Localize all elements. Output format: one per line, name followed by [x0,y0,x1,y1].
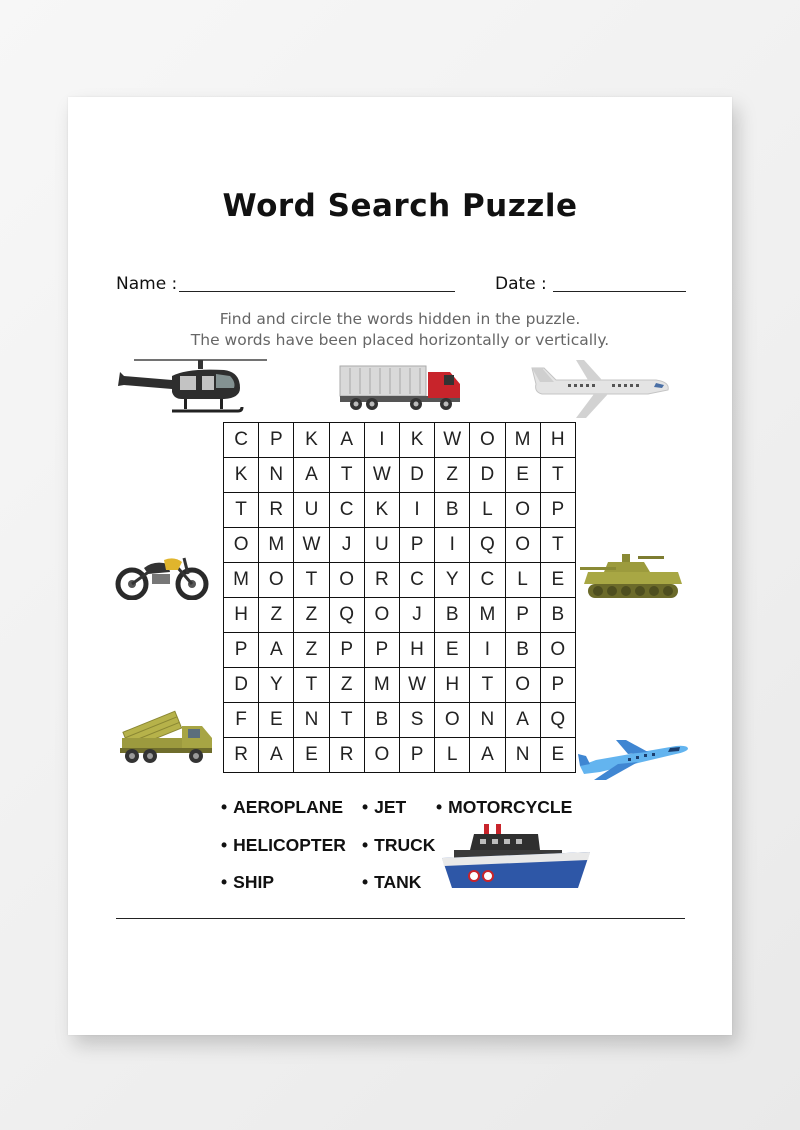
grid-cell[interactable]: C [470,563,505,598]
ship-icon [440,822,592,890]
bullet: • [221,835,228,855]
grid-cell[interactable]: A [294,458,329,493]
word-aeroplane [221,797,343,818]
page-title: Word Search Puzzle [222,188,578,224]
grid-cell[interactable]: O [470,423,505,458]
grid-cell[interactable]: M [224,563,259,598]
grid-cell[interactable]: O [541,633,576,668]
grid-cell[interactable]: T [294,668,329,703]
motorcycle-icon [114,552,210,600]
grid-cell[interactable]: B [435,598,470,633]
grid-cell[interactable]: Y [259,668,294,703]
grid-cell[interactable]: D [400,458,435,493]
grid-cell[interactable]: E [294,738,329,773]
grid-cell[interactable]: C [400,563,435,598]
grid-cell[interactable]: W [435,423,470,458]
grid-cell[interactable]: O [506,668,541,703]
grid-cell[interactable]: M [259,528,294,563]
grid-cell[interactable]: E [435,633,470,668]
word-label: TRUCK [374,835,436,855]
grid-cell[interactable]: Z [294,633,329,668]
grid-cell[interactable]: T [541,458,576,493]
grid-cell[interactable]: K [400,423,435,458]
instruction-line-2: The words have been placed horizontally or vertically. [190,331,610,349]
grid-cell[interactable]: H [541,423,576,458]
grid-cell[interactable]: T [294,563,329,598]
grid-cell[interactable]: P [400,738,435,773]
grid-cell[interactable]: P [541,668,576,703]
grid-cell[interactable]: P [400,528,435,563]
word-search-grid[interactable] [223,422,576,773]
grid-cell[interactable]: E [541,563,576,598]
grid-cell[interactable]: P [224,633,259,668]
grid-cell[interactable]: J [330,528,365,563]
grid-cell[interactable]: P [506,598,541,633]
grid-cell[interactable]: O [224,528,259,563]
grid-cell[interactable]: E [506,458,541,493]
grid-cell[interactable]: P [541,493,576,528]
bullet: • [436,797,443,817]
grid-cell[interactable]: L [470,493,505,528]
word-label: TANK [374,872,422,892]
grid-cell[interactable]: N [259,458,294,493]
grid-cell[interactable]: M [470,598,505,633]
grid-cell[interactable]: C [224,423,259,458]
airplane-icon [528,354,674,420]
grid-cell[interactable]: I [400,493,435,528]
word-label: JET [374,797,407,817]
bullet: • [221,872,228,892]
name-line [179,291,455,292]
bottom-divider [116,918,685,919]
grid-cell[interactable]: A [259,738,294,773]
grid-cell[interactable]: T [330,458,365,493]
grid-cell[interactable]: R [365,563,400,598]
grid-cell[interactable]: H [435,668,470,703]
grid-cell[interactable]: N [470,703,505,738]
grid-cell[interactable]: E [541,738,576,773]
truck-icon [338,364,464,414]
helicopter-icon [112,356,272,420]
grid-cell[interactable]: A [259,633,294,668]
grid-cell[interactable]: O [365,598,400,633]
grid-cell[interactable]: O [506,493,541,528]
grid-cell[interactable]: Z [294,598,329,633]
grid-cell[interactable]: Q [330,598,365,633]
grid-cell[interactable]: P [330,633,365,668]
grid-cell[interactable]: I [365,423,400,458]
grid-cell[interactable]: K [294,423,329,458]
bullet: • [221,797,228,817]
grid-cell[interactable]: Z [435,458,470,493]
word-label: AEROPLANE [233,797,344,817]
grid-cell[interactable]: M [506,423,541,458]
grid-cell[interactable]: H [400,633,435,668]
grid-cell[interactable]: O [330,563,365,598]
grid-cell[interactable]: A [470,738,505,773]
bullet: • [362,797,369,817]
grid-cell[interactable]: T [224,493,259,528]
jet-icon [576,736,692,782]
word-jet [362,797,406,818]
date-label: Date : [495,274,547,294]
grid-cell[interactable]: L [435,738,470,773]
grid-cell[interactable]: S [400,703,435,738]
grid-cell[interactable]: O [259,563,294,598]
tank-icon [578,550,686,604]
grid-cell[interactable]: E [259,703,294,738]
grid-cell[interactable]: D [470,458,505,493]
word-label: HELICOPTER [233,835,346,855]
grid-cell[interactable]: H [224,598,259,633]
grid-cell[interactable]: A [330,423,365,458]
grid-cell[interactable]: F [224,703,259,738]
word-helicopter [221,835,346,856]
grid-cell[interactable]: Z [259,598,294,633]
grid-cell[interactable]: B [541,598,576,633]
rocket-launcher-truck-icon [116,704,216,766]
grid-cell[interactable]: N [506,738,541,773]
grid-cell[interactable]: Z [330,668,365,703]
grid-cell[interactable]: T [470,668,505,703]
word-label: MOTORCYCLE [448,797,573,817]
grid-cell[interactable]: N [294,703,329,738]
bullet: • [362,872,369,892]
grid-cell[interactable]: M [365,668,400,703]
grid-cell[interactable]: A [506,703,541,738]
grid-cell[interactable]: T [330,703,365,738]
grid-cell[interactable]: O [365,738,400,773]
word-truck [362,835,435,856]
grid-cell[interactable]: U [365,528,400,563]
grid-cell[interactable]: U [294,493,329,528]
grid-cell[interactable]: C [330,493,365,528]
grid-cell[interactable]: O [506,528,541,563]
grid-cell[interactable]: Q [541,703,576,738]
word-ship [221,872,274,893]
grid-cell[interactable]: K [365,493,400,528]
grid-cell[interactable]: R [330,738,365,773]
grid-cell[interactable]: Y [435,563,470,598]
grid-cell[interactable]: W [294,528,329,563]
grid-cell[interactable]: B [365,703,400,738]
grid-cell[interactable]: W [400,668,435,703]
grid-cell[interactable]: W [365,458,400,493]
bullet: • [362,835,369,855]
date-line [553,291,686,292]
grid-cell[interactable]: R [259,493,294,528]
grid-cell[interactable]: K [224,458,259,493]
word-label: SHIP [233,872,274,892]
grid-cell[interactable]: O [435,703,470,738]
grid-cell[interactable]: B [435,493,470,528]
grid-cell[interactable]: B [506,633,541,668]
grid-cell[interactable]: T [541,528,576,563]
grid-cell[interactable]: I [435,528,470,563]
name-label: Name : [116,274,178,294]
grid-cell[interactable]: Q [470,528,505,563]
grid-cell[interactable]: L [506,563,541,598]
grid-cell[interactable]: J [400,598,435,633]
grid-cell[interactable]: I [470,633,505,668]
grid-cell[interactable]: D [224,668,259,703]
instruction-line-1: Find and circle the words hidden in the puzzle. [219,310,581,328]
grid-cell[interactable]: R [224,738,259,773]
grid-cell[interactable]: P [365,633,400,668]
word-tank [362,872,421,893]
word-motorcycle [436,797,572,818]
grid-cell[interactable]: P [259,423,294,458]
